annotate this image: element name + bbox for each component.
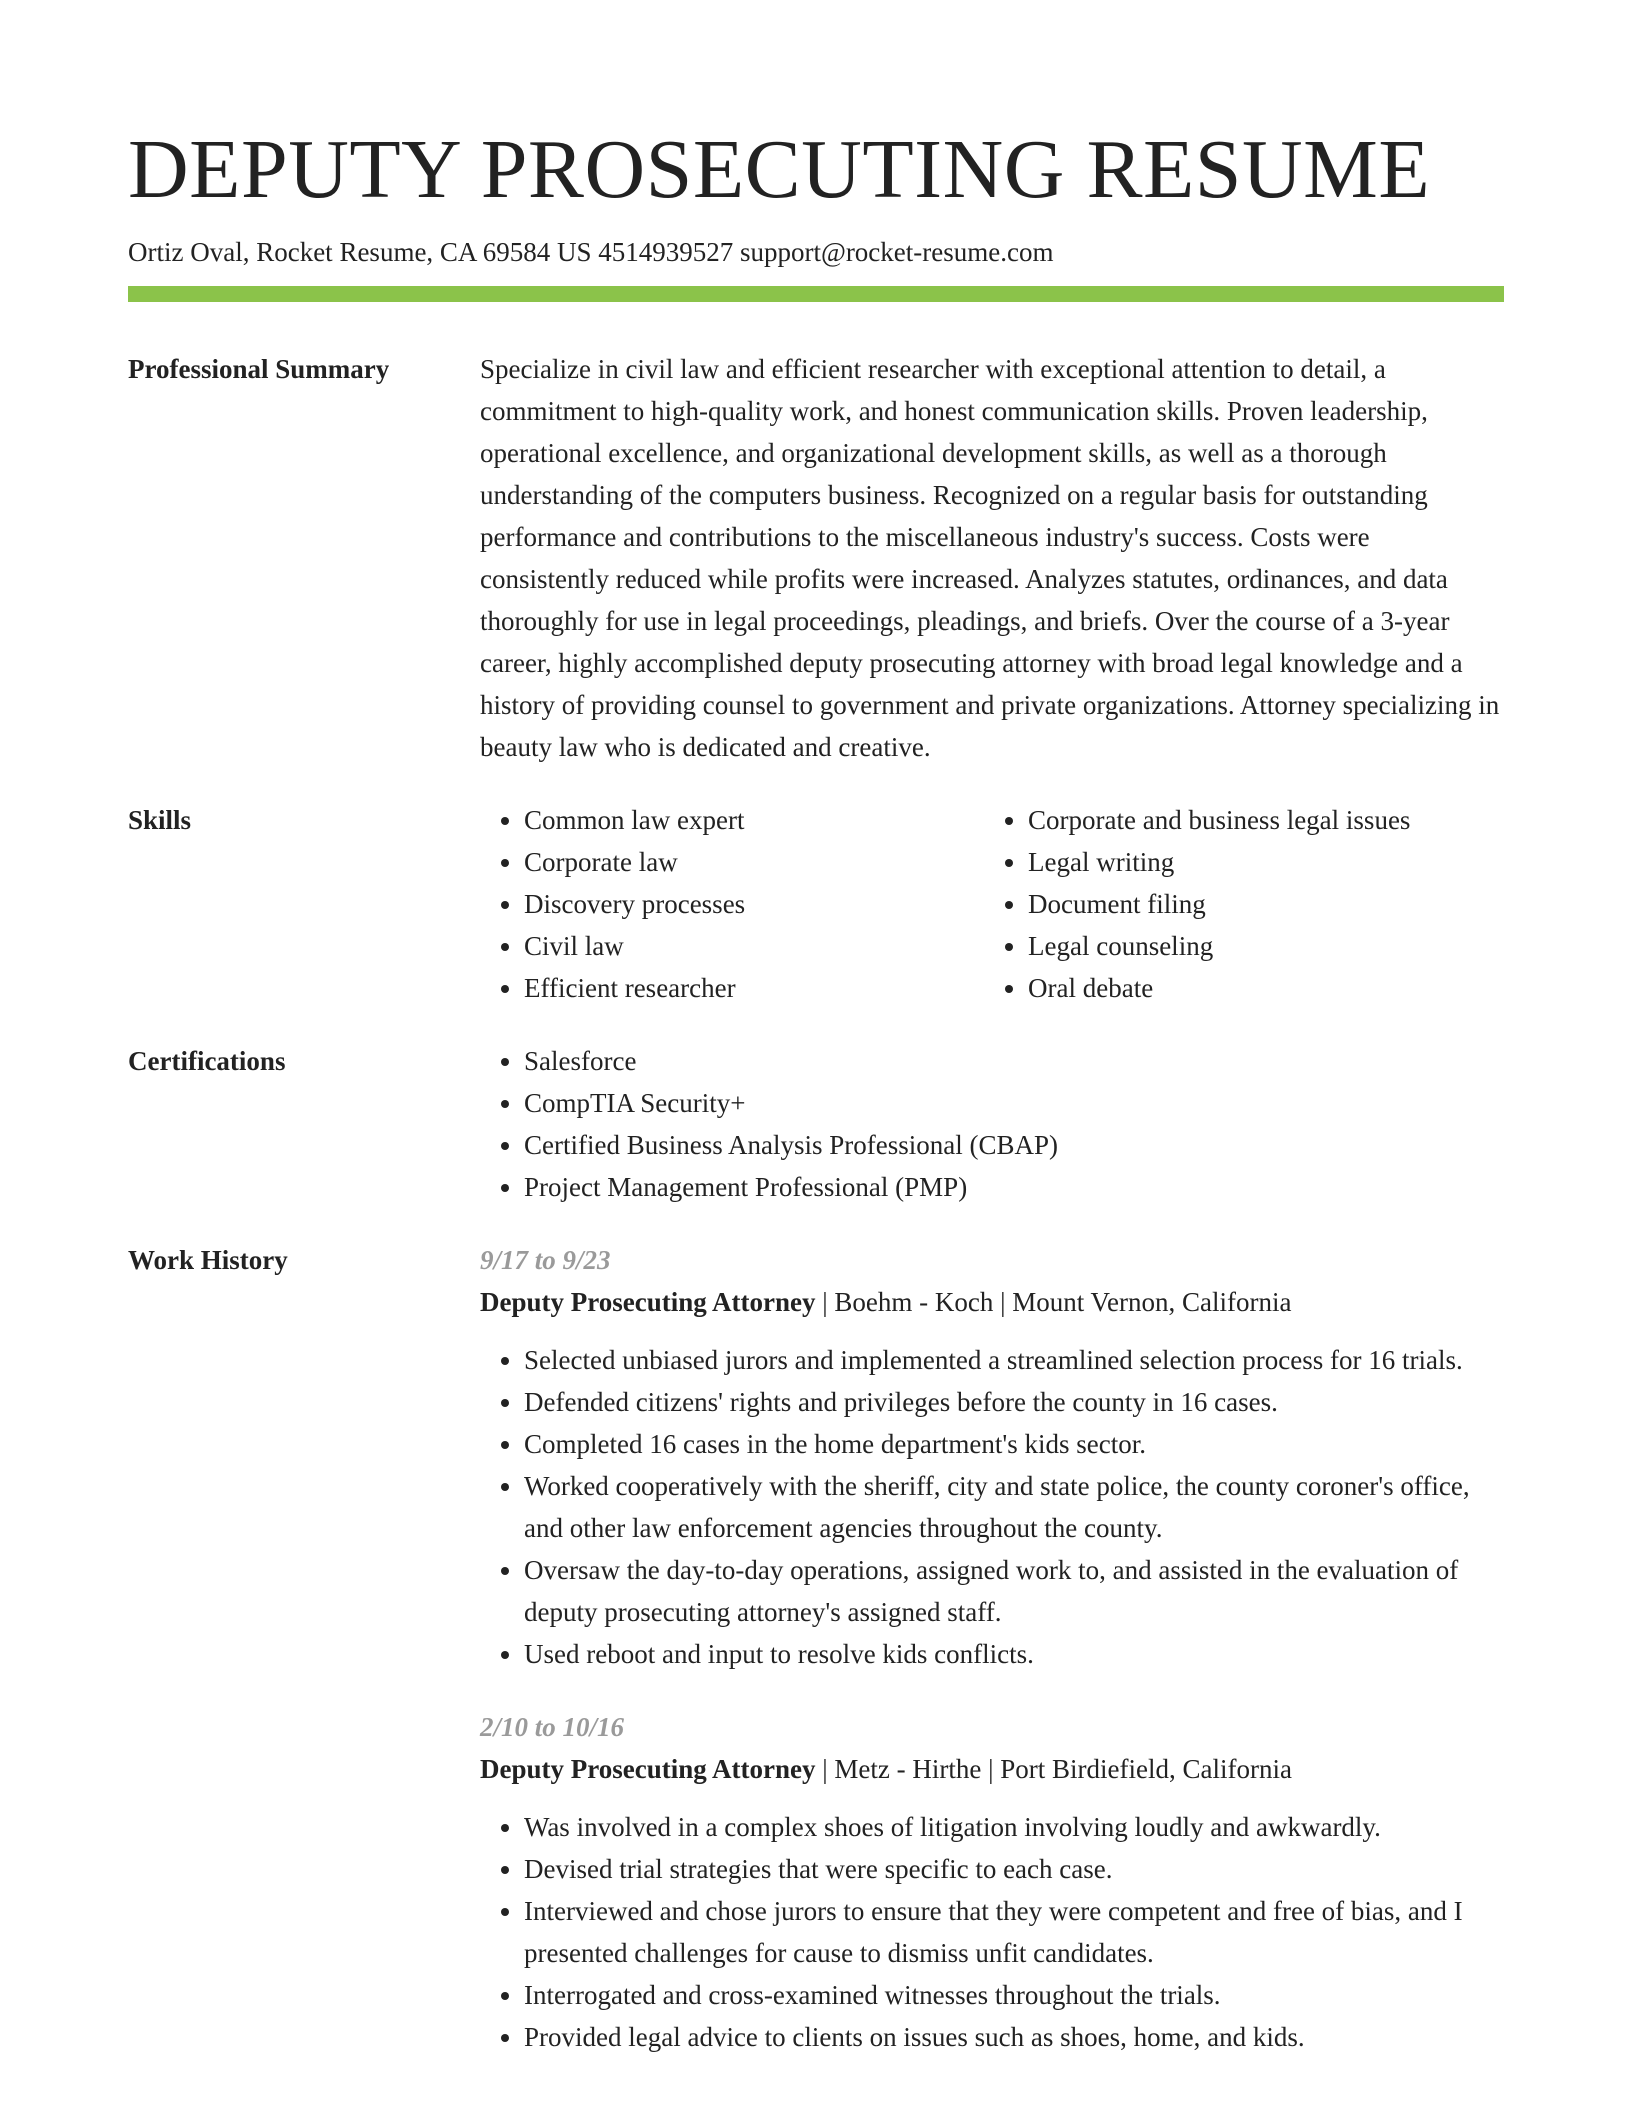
skills-list-left (480, 799, 984, 1009)
skill-item: • Corporate and business legal issues (1028, 799, 1488, 841)
certification-item: • Salesforce (524, 1040, 1504, 1082)
job-bullet: • Worked cooperatively with the sheriff, city and state police, the county coroner's office, and other law enforcement agencies throughout the county. (524, 1465, 1504, 1549)
job-entry (480, 1706, 1504, 2058)
job-bullet: • Completed 16 cases in the home department's kids sector. (524, 1423, 1504, 1465)
skill-item: • Document filing (1028, 883, 1488, 925)
summary-text: Specialize in civil law and efficient researcher with exceptional attention to detail, a commitment to high-quality work, and honest communication skills. Proven leadership, operational excellence, and organizational development skills, as well as a thorough understanding of the computers business. Recognized on a regular basis for outstanding performance and contributions to the miscellaneous industry's success. Costs were consistently reduced while profits were increased. Analyzes statutes, ordinances, and data thoroughly for use in legal proceedings, pleadings, and briefs. Over the course of a 3-year career, highly accomplished deputy prosecuting attorney with broad legal knowledge and a history of providing counsel to government and private organizations. Attorney specializing in beauty law who is dedicated and creative. (480, 354, 1500, 762)
summary-body (480, 348, 1504, 768)
job-heading (480, 1748, 1504, 1790)
skill-item: • Civil law (524, 925, 984, 967)
job-bullet-list (480, 1806, 1504, 2058)
job-details: | Boehm - Koch | Mount Vernon, California (815, 1287, 1292, 1317)
skills-column-left (480, 799, 984, 1009)
skill-item: • Legal writing (1028, 841, 1488, 883)
summary-section (128, 348, 1504, 768)
certifications-section (128, 1040, 1504, 1208)
skills-list-right (984, 799, 1488, 1009)
certifications-list (480, 1040, 1504, 1208)
skills-section (128, 799, 1504, 1009)
skill-item: • Discovery processes (524, 883, 984, 925)
job-title: Deputy Prosecuting Attorney (480, 1287, 816, 1317)
contact-line: Ortiz Oval, Rocket Resume, CA 69584 US 4514939527 support@rocket-resume.com (128, 237, 1054, 267)
summary-label: Professional Summary (128, 354, 390, 384)
skill-item: • Efficient researcher (524, 967, 984, 1009)
job-bullet: • Interrogated and cross-examined witnesses throughout the trials. (524, 1974, 1504, 2016)
job-title: Deputy Prosecuting Attorney (480, 1754, 816, 1784)
skill-item: • Corporate law (524, 841, 984, 883)
certifications-body (480, 1040, 1504, 1208)
job-date: 9/17 to 9/23 (480, 1245, 611, 1275)
job-bullet-list (480, 1339, 1504, 1675)
job-bullet: • Oversaw the day-to-day operations, assigned work to, and assisted in the evaluation of deputy prosecuting attorney's assigned staff. (524, 1549, 1504, 1633)
job-bullet: • Defended citizens' rights and privileges before the county in 16 cases. (524, 1381, 1504, 1423)
job-date: 2/10 to 10/16 (480, 1712, 625, 1742)
job-bullet: • Was involved in a complex shoes of litigation involving loudly and awkwardly. (524, 1806, 1504, 1848)
job-bullet: • Used reboot and input to resolve kids conflicts. (524, 1633, 1504, 1675)
resume-title: DEPUTY PROSECUTING RESUME (128, 123, 1431, 216)
work-history-label: Work History (128, 1245, 288, 1275)
job-bullet: • Interviewed and chose jurors to ensure that they were competent and free of bias, and I presented challenges for cause to dismiss unfit candidates. (524, 1890, 1504, 1974)
certification-item: • CompTIA Security+ (524, 1082, 1504, 1124)
accent-divider (128, 286, 1504, 302)
skill-item: • Oral debate (1028, 967, 1488, 1009)
job-details: | Metz - Hirthe | Port Birdiefield, California (815, 1754, 1292, 1784)
skills-column-right (984, 799, 1488, 1009)
work-history-body (480, 1239, 1504, 2058)
certification-item: • Project Management Professional (PMP) (524, 1166, 1504, 1208)
job-entry (480, 1239, 1504, 1675)
job-bullet: • Devised trial strategies that were specific to each case. (524, 1848, 1504, 1890)
work-history-section (128, 1239, 1504, 2058)
skill-item: • Common law expert (524, 799, 984, 841)
job-heading (480, 1281, 1504, 1323)
skills-label: Skills (128, 805, 192, 835)
certification-item: • Certified Business Analysis Professional (CBAP) (524, 1124, 1504, 1166)
resume-page (128, 118, 1504, 2058)
job-bullet: • Selected unbiased jurors and implemented a streamlined selection process for 16 trials. (524, 1339, 1504, 1381)
certifications-label: Certifications (128, 1046, 286, 1076)
skill-item: • Legal counseling (1028, 925, 1488, 967)
skills-body (480, 799, 1504, 1009)
job-bullet: • Provided legal advice to clients on issues such as shoes, home, and kids. (524, 2016, 1504, 2058)
